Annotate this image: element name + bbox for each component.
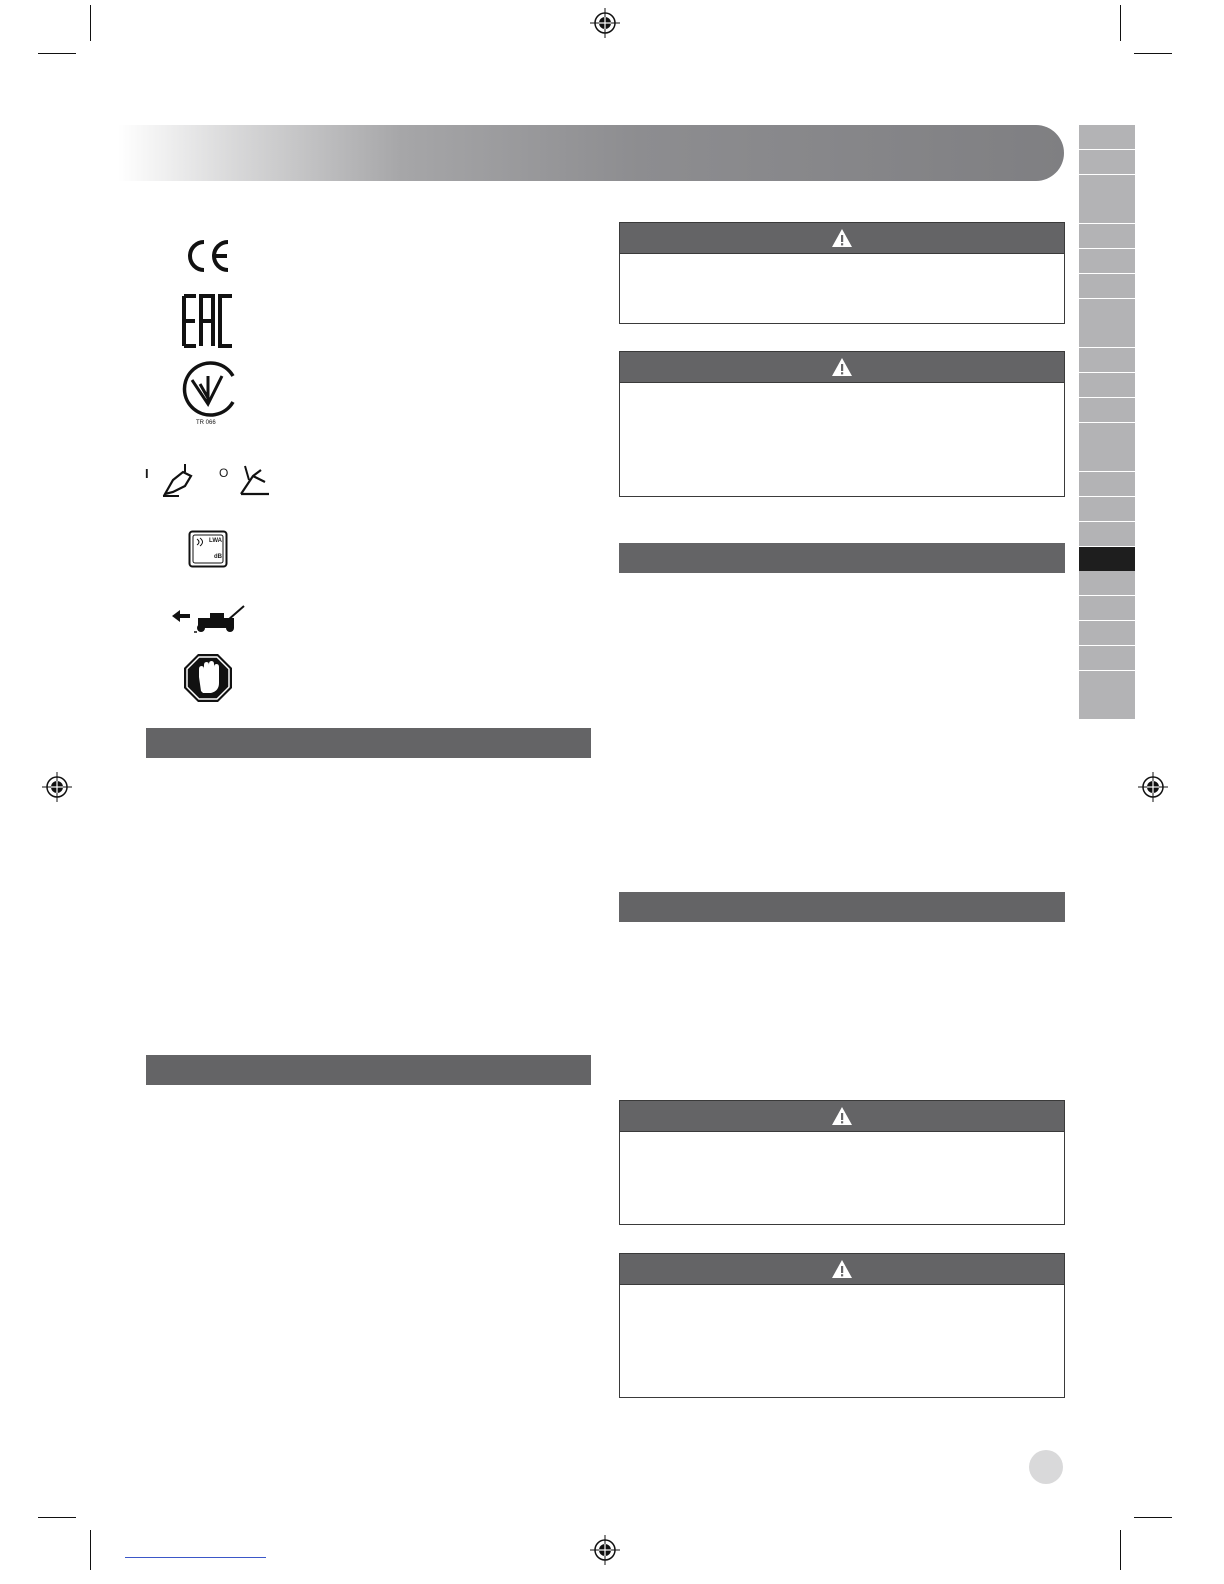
language-tab-strip (1079, 125, 1135, 720)
section-header-bar (619, 543, 1065, 573)
language-tab[interactable] (1079, 646, 1135, 670)
lawnmower-direction-icon (170, 604, 246, 634)
language-tab[interactable] (1079, 175, 1135, 199)
registration-mark-icon (590, 8, 620, 38)
crop-mark (1120, 5, 1121, 41)
crop-mark (1134, 1517, 1172, 1518)
ukraine-mark-caption: TR 066 (196, 420, 216, 426)
crop-mark (1134, 53, 1172, 54)
language-tab[interactable] (1079, 621, 1135, 645)
language-tab[interactable] (1079, 522, 1135, 546)
language-tab[interactable] (1079, 125, 1135, 149)
warning-box (619, 222, 1065, 324)
switch-off-label: O (219, 466, 229, 480)
language-tab[interactable] (1079, 224, 1135, 248)
section-header-bar (146, 728, 591, 758)
sound-power-level-icon (188, 530, 228, 568)
language-tab[interactable] (1079, 274, 1135, 298)
language-tab[interactable] (1079, 596, 1135, 620)
crop-mark (38, 1517, 76, 1518)
page-number-badge (1029, 1450, 1063, 1484)
eac-mark-icon (182, 294, 234, 348)
crop-mark (90, 5, 91, 41)
registration-mark-icon (42, 772, 72, 802)
ukraine-conformity-icon (178, 358, 240, 430)
stop-hand-icon (183, 653, 233, 703)
ce-mark-icon (184, 236, 234, 276)
warning-triangle-icon (831, 1106, 853, 1126)
section-header-bar (146, 1055, 591, 1085)
warning-box (619, 1253, 1065, 1398)
crop-mark (38, 53, 76, 54)
sound-power-label: LWA (209, 538, 222, 544)
language-tab[interactable] (1079, 447, 1135, 471)
footer-link-underline[interactable] (125, 1557, 266, 1558)
page-header-band (118, 125, 1064, 181)
language-tab[interactable] (1079, 423, 1135, 447)
language-tab-active[interactable] (1079, 547, 1135, 571)
warning-box (619, 351, 1065, 497)
warning-triangle-icon (831, 357, 853, 377)
language-tab[interactable] (1079, 398, 1135, 422)
warning-header (620, 1101, 1064, 1132)
switch-on-label: I (145, 466, 149, 481)
language-tab[interactable] (1079, 249, 1135, 273)
registration-mark-icon (1138, 772, 1168, 802)
language-tab[interactable] (1079, 571, 1135, 595)
registration-mark-icon (590, 1535, 620, 1565)
warning-header (620, 1254, 1064, 1285)
language-tab[interactable] (1079, 150, 1135, 174)
language-tab[interactable] (1079, 299, 1135, 323)
language-tab[interactable] (1079, 348, 1135, 372)
language-tab[interactable] (1079, 373, 1135, 397)
sound-power-unit: dB (214, 554, 222, 560)
language-tab[interactable] (1079, 472, 1135, 496)
switch-on-icon (161, 462, 201, 498)
language-tab[interactable] (1079, 497, 1135, 521)
language-tab[interactable] (1079, 199, 1135, 223)
language-tab[interactable] (1079, 323, 1135, 347)
warning-header (620, 223, 1064, 254)
crop-mark (1120, 1530, 1121, 1570)
language-tab[interactable] (1079, 695, 1135, 719)
warning-box (619, 1100, 1065, 1225)
crop-mark (90, 1530, 91, 1570)
language-tab[interactable] (1079, 671, 1135, 695)
section-header-bar (619, 892, 1065, 922)
switch-symbols (145, 460, 275, 500)
warning-triangle-icon (831, 228, 853, 248)
warning-header (620, 352, 1064, 383)
warning-triangle-icon (831, 1259, 853, 1279)
switch-off-icon (235, 462, 275, 498)
